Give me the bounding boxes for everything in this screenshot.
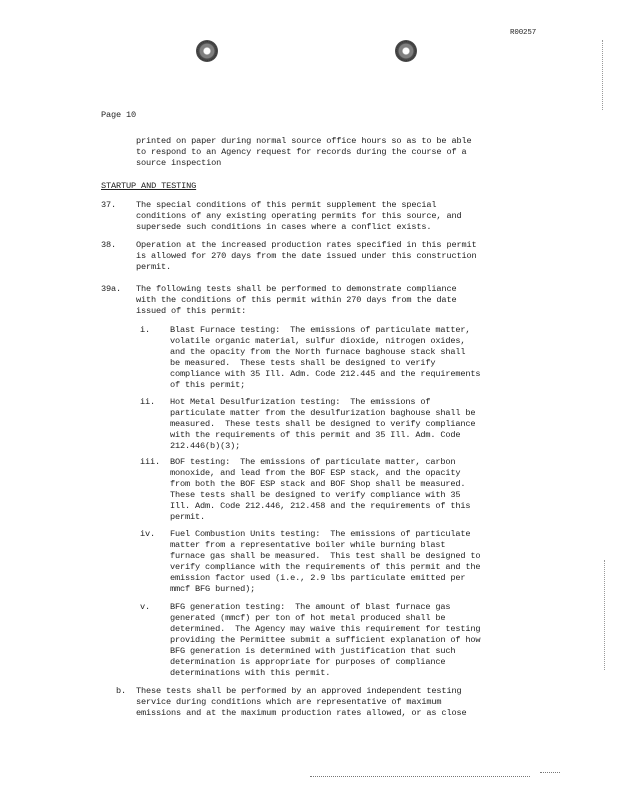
condition-number: b. — [116, 686, 127, 696]
subitem-line: 212.446(b)(3); — [170, 441, 241, 451]
scan-bottom-mark — [310, 776, 530, 777]
subitem-number: i. — [140, 325, 151, 335]
condition-line: conditions of any existing operating permits for this source, and — [136, 211, 462, 221]
condition-number: 37. — [101, 200, 117, 210]
condition-line: is allowed for 270 days from the date issued under this construction — [136, 251, 477, 261]
subitem-line: These tests shall be designed to verify compliance with 35 — [170, 490, 461, 500]
subitem-line: furnace gas shall be measured. This test shall be designed to — [170, 551, 481, 561]
subitem-line: matter from a representative boiler while burning blast — [170, 540, 446, 550]
condition-line: The special conditions of this permit supplement the special — [136, 200, 437, 210]
intro-line: printed on paper during normal source office hours so as to be able — [136, 136, 472, 146]
condition-line: issued of this permit: — [136, 306, 247, 316]
subitem-line: Ill. Adm. Code 212.446, 212.458 and the requirements of this — [170, 501, 471, 511]
condition-line: supersede such conditions in cases where a conflict exists. — [136, 222, 432, 232]
subitem-line: particulate matter from the desulfurization baghouse shall be — [170, 408, 476, 418]
subitem-number: ii. — [140, 397, 156, 407]
document-id: R00257 — [510, 29, 537, 37]
subitem-line: Blast Furnace testing: The emissions of particulate matter, — [170, 325, 471, 335]
condition-line: Operation at the increased production rates specified in this permit — [136, 240, 477, 250]
subitem-line: measured. These tests shall be designed to verify compliance — [170, 419, 476, 429]
condition-number: 38. — [101, 240, 117, 250]
subitem-line: of this permit; — [170, 380, 246, 390]
intro-line: to respond to an Agency request for records during the course of a — [136, 147, 467, 157]
page-number: Page 10 — [101, 110, 137, 120]
subitem-line: be measured. These tests shall be designed to verify — [170, 358, 436, 368]
subitem-line: verify compliance with the requirements of this permit and the — [170, 562, 481, 572]
condition-line: with the conditions of this permit within 270 days from the date — [136, 295, 457, 305]
subitem-line: BOF testing: The emissions of particulate matter, carbon — [170, 457, 456, 467]
subitem-number: v. — [140, 602, 151, 612]
condition-line: emissions and at the maximum production rates allowed, or as close — [136, 708, 467, 718]
subitem-line: volatile organic material, sulfur dioxide, nitrogen oxides, — [170, 336, 466, 346]
subitem-line: determinations with this permit. — [170, 668, 331, 678]
subitem-line: mmcf BFG burned); — [170, 584, 256, 594]
subitem-line: permit. — [170, 512, 206, 522]
condition-line: service during conditions which are representative of maximum — [136, 697, 442, 707]
subitem-line: generated (mmcf) per ton of hot metal produced shall be — [170, 613, 446, 623]
subitem-line: determination is appropriate for purposes of compliance — [170, 657, 446, 667]
subitem-line: providing the Permittee submit a sufficient explanation of how — [170, 635, 481, 645]
condition-line: The following tests shall be performed to demonstrate compliance — [136, 284, 457, 294]
condition-number: 39a. — [101, 284, 122, 294]
subitem-line: BFG generation testing: The amount of blast furnace gas — [170, 602, 451, 612]
subitem-line: BFG generation is determined with justification that such — [170, 646, 456, 656]
condition-line: These tests shall be performed by an approved independent testing — [136, 686, 462, 696]
subitem-line: Fuel Combustion Units testing: The emissions of particulate — [170, 529, 471, 539]
subitem-line: with the requirements of this permit and 35 Ill. Adm. Code — [170, 430, 461, 440]
scan-edge-mark — [602, 40, 603, 110]
subitem-number: iii. — [140, 457, 161, 467]
condition-line: permit. — [136, 262, 172, 272]
punch-hole-right — [395, 40, 417, 62]
scan-bottom-mark — [540, 772, 560, 773]
subitem-line: and the opacity from the North furnace baghouse stack shall — [170, 347, 466, 357]
subitem-line: Hot Metal Desulfurization testing: The emissions of — [170, 397, 431, 407]
subitem-line: monoxide, and lead from the BOF ESP stack, and the opacity — [170, 468, 461, 478]
subitem-line: determined. The Agency may waive this requirement for testing — [170, 624, 481, 634]
subitem-number: iv. — [140, 529, 156, 539]
subitem-line: emission factor used (i.e., 2.9 lbs particulate emitted per — [170, 573, 466, 583]
section-heading: STARTUP AND TESTING — [101, 181, 197, 191]
scan-edge-mark — [604, 560, 605, 670]
subitem-line: from both the BOF ESP stack and BOF Shop shall be measured. — [170, 479, 466, 489]
subitem-line: compliance with 35 Ill. Adm. Code 212.445 and the requirements — [170, 369, 481, 379]
intro-line: source inspection — [136, 158, 222, 168]
punch-hole-left — [196, 40, 218, 62]
